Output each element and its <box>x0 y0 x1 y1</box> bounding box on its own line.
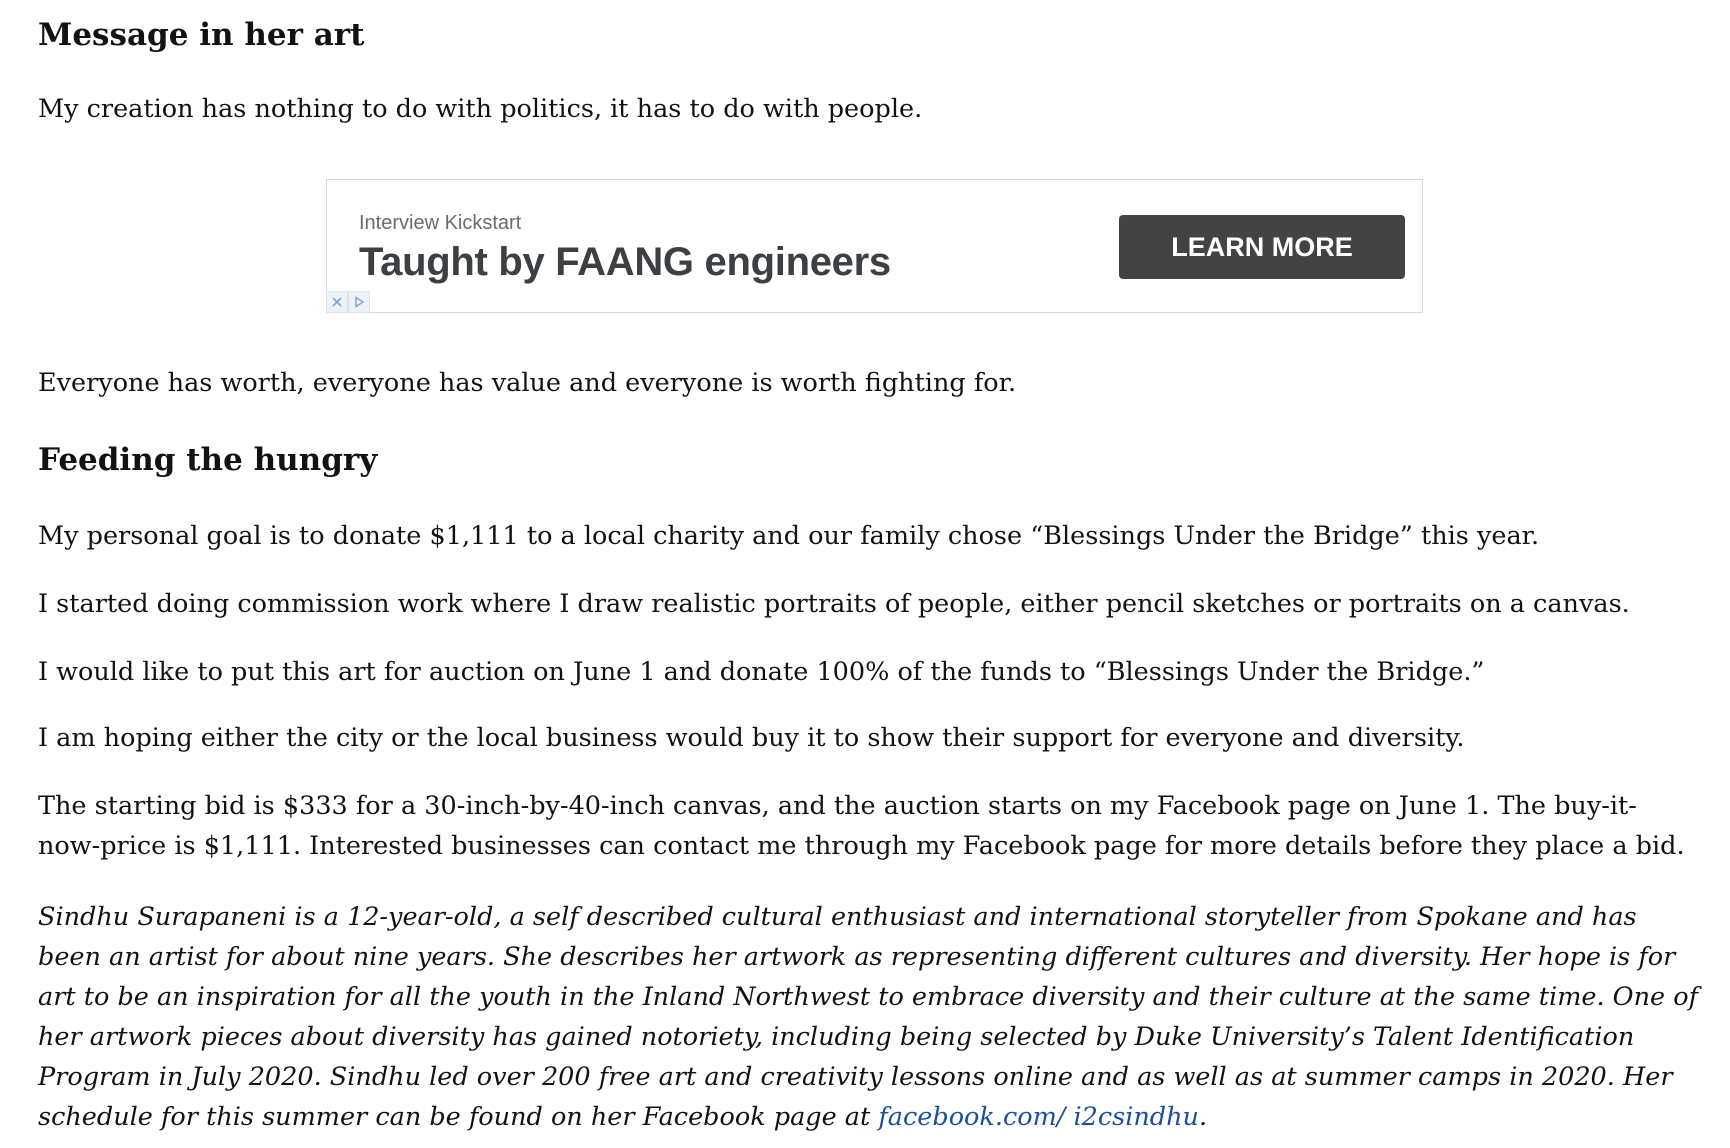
paragraph-creation: My creation has nothing to do with politics, it has to do with people. <box>38 94 923 124</box>
paragraph-bid: The starting bid is $333 for a 30-inch-by-40-inch canvas, and the auction starts on my Facebook page on June 1. The buy-it-now-price is $1,111. Interested businesses can contact me through my Facebook page for more details before they place a bid. <box>38 791 1685 861</box>
section-heading-feeding: Feeding the hungry <box>38 442 378 478</box>
paragraph-auction: I would like to put this art for auction on June 1 and donate 100% of the funds to “Blessings Under the Bridge.” <box>38 657 1485 687</box>
author-bio-text: Sindhu Surapaneni is a 12-year-old, a self described cultural enthusiast and international storyteller from Spokane and has been an artist for about nine years. She describes her artwork as representing different cultures and diversity. Her hope is for art to be an inspiration for all the youth in the Inland Northwest to embrace diversity and their culture at the same time. One of her artwork pieces about diversity has gained notoriety, including being selected by Duke University’s Talent Identification Program in July 2020. Sindhu led over 200 free art and creativity lessons online and as well as at summer camps in 2020. Her schedule for this summer can be found on her Facebook page at <box>38 902 1699 1132</box>
adchoices-icon[interactable] <box>348 291 370 313</box>
ad-advertiser-name: Interview Kickstart <box>359 212 522 234</box>
ad-learn-more-button[interactable]: LEARN MORE <box>1119 215 1405 279</box>
ad-headline[interactable]: Taught by FAANG engineers <box>359 240 891 284</box>
paragraph-commission: I started doing commission work where I draw realistic portraits of people, either pencil sketches or portraits on a canvas. <box>38 589 1630 619</box>
paragraph-hoping: I am hoping either the city or the local business would buy it to show their support for everyone and diversity. <box>38 723 1465 753</box>
paragraph-worth: Everyone has worth, everyone has value and everyone is worth fighting for. <box>38 368 1017 398</box>
ad-banner[interactable] <box>326 179 1423 313</box>
author-bio-end: . <box>1198 1102 1208 1132</box>
paragraph-goal: My personal goal is to donate $1,111 to a local charity and our family chose “Blessings Under the Bridge” this year. <box>38 521 1540 551</box>
close-icon[interactable] <box>326 291 348 313</box>
section-heading-message: Message in her art <box>38 17 365 53</box>
author-bio <box>38 897 1698 1137</box>
facebook-link[interactable]: facebook.com/ i2csindhu <box>878 1102 1199 1132</box>
ad-choices <box>326 291 372 313</box>
